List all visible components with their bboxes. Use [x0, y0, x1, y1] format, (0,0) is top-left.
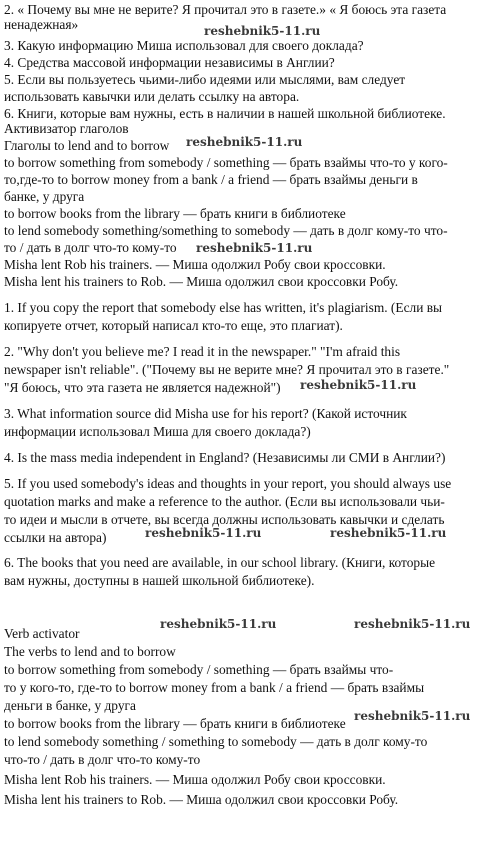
text-line: 4. Средства массовой информации независимы в Англии?	[4, 55, 335, 70]
text-line: 2. « Почему вы мне не верите? Я прочитал это в газете.» « Я боюсь эта газета	[4, 2, 447, 17]
text-line: to borrow something from somebody / something — брать взаймы что-то у кого-	[4, 155, 448, 170]
text-line: quotation marks and make a reference to the author. (Если вы использовали чьи-	[4, 494, 445, 509]
text-line: 3. What information source did Misha use for his report? (Какой источник	[4, 406, 407, 421]
text-line: информации использовал Миша для своего доклада?)	[4, 424, 311, 439]
text-line: 6. The books that you need are available, in our school library. (Книги, которые	[4, 555, 436, 570]
text-line: The verbs to lend and to borrow	[4, 644, 176, 659]
text-line: 1. If you copy the report that somebody else has written, it's plagiarism. (Если вы	[4, 300, 443, 315]
text-line: Misha lent Rob his trainers. — Миша одолжил Робу свои кроссовки.	[4, 772, 386, 787]
watermark: reshebnik5-11.ru	[160, 617, 277, 631]
watermark: reshebnik5-11.ru	[354, 709, 471, 723]
text-line: банке, у друга	[4, 189, 85, 204]
text-line: вам нужны, доступны в нашей школьной библиотеке).	[4, 573, 315, 588]
text-line: то идеи и мысли в отчете, вы всегда должны использовать кавычки и сделать	[4, 512, 445, 527]
text-line: to borrow something from somebody / something — брать взаймы что-	[4, 662, 394, 677]
text-line: ссылки на автора)	[4, 530, 107, 545]
text-line: newspaper isn't reliable". ("Почему вы не верите мне? Я прочитал это в газете."	[4, 362, 450, 377]
text-line: то,где-то to borrow money from a bank / a friend — брать взаймы деньги в	[4, 172, 418, 187]
watermark: reshebnik5-11.ru	[186, 135, 303, 149]
text-line: to borrow books from the library — брать книги в библиотеке	[4, 206, 346, 221]
text-line: Misha lent his trainers to Rob. — Миша одолжил свои кроссовки Робу.	[4, 274, 399, 289]
text-line: деньги в банке, у друга	[4, 698, 136, 713]
watermark: reshebnik5-11.ru	[204, 24, 321, 38]
text-line: Misha lent his trainers to Rob. — Миша одолжил свои кроссовки Робу.	[4, 792, 399, 807]
text-line: to lend somebody something / something to somebody — дать в долг кому-то	[4, 734, 428, 749]
text-line: 5. If you used somebody's ideas and thoughts in your report, you should always use	[4, 476, 452, 491]
watermark: reshebnik5-11.ru	[300, 378, 417, 392]
text-line: то у кого-то, где-то to borrow money from a bank / a friend — брать взаймы	[4, 680, 425, 695]
watermark: reshebnik5-11.ru	[145, 526, 262, 540]
text-line: 5. Если вы пользуетесь чьими-либо идеями или мыслями, вам следует	[4, 72, 406, 87]
text-line: Verb activator	[4, 626, 80, 641]
watermark: reshebnik5-11.ru	[330, 526, 447, 540]
watermark: reshebnik5-11.ru	[196, 241, 313, 255]
text-line: что-то / дать в долг что-то кому-то	[4, 752, 201, 767]
text-line: to borrow books from the library — брать книги в библиотеке	[4, 716, 346, 731]
text-line: Misha lent Rob his trainers. — Миша одолжил Робу свои кроссовки.	[4, 257, 386, 272]
text-line: 4. Is the mass media independent in England? (Независимы ли СМИ в Англии?)	[4, 450, 446, 465]
text-line: ненадежная»	[4, 17, 79, 32]
text-line: использовать кавычки или делать ссылку на автора.	[4, 89, 300, 104]
text-line: 6. Книги, которые вам нужны, есть в наличии в нашей школьной библиотеке.	[4, 106, 446, 121]
text-line: 2. "Why don't you believe me? I read it in the newspaper." "I'm afraid this	[4, 344, 401, 359]
text-line: то / дать в долг что-то кому-то	[4, 240, 177, 255]
text-line: копируете отчет, который написал кто-то еще, это плагиат).	[4, 318, 343, 333]
text-line: 3. Какую информацию Миша использовал для своего доклада?	[4, 38, 364, 53]
text-line: Глаголы to lend and to borrow	[4, 138, 170, 153]
text-line: Активизатор глаголов	[4, 121, 129, 136]
text-line: "Я боюсь, что эта газета не является надежной")	[4, 380, 281, 395]
watermark: reshebnik5-11.ru	[354, 617, 471, 631]
text-line: to lend somebody something/something to somebody — дать в долг кому-то что-	[4, 223, 448, 238]
